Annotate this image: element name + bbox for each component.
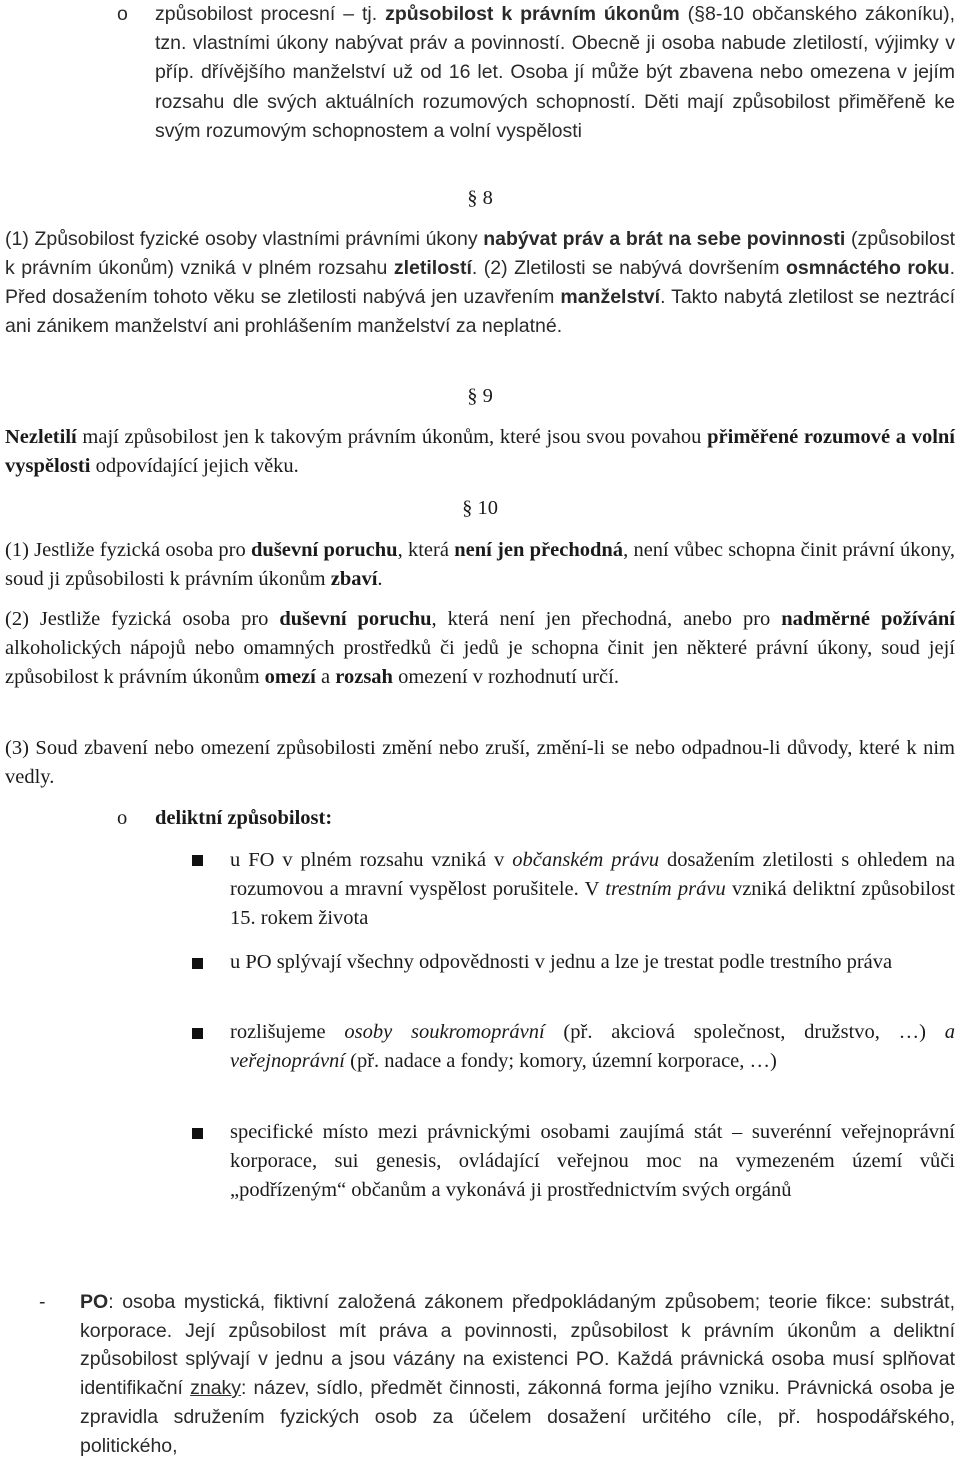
po-underlined-term: znaky	[190, 1377, 242, 1400]
item1-italic-d: trestním právu	[605, 878, 726, 900]
s8-bold-f: osmnáctého roku	[786, 257, 950, 279]
item3-italic-b: osoby soukromoprávní	[344, 1021, 545, 1043]
s10p2-bold-d: nadměrné požívání	[781, 608, 955, 630]
s10p1-text-a: (1) Jestliže fyzická osoba pro	[5, 539, 246, 561]
s9-bold-c: přiměřené rozumové a volní vyspělosti	[5, 426, 955, 477]
bullet-marker-procesni: o	[117, 3, 128, 25]
s10p2-text-i: omezení v rozhodnutí určí.	[398, 666, 619, 688]
s10p1-bold-f: zbaví	[330, 568, 378, 590]
paragraph-s9	[5, 423, 955, 481]
po-text-a: : osoba mystická, fiktivní založená zákonem předpokládaným způsobem; teorie fikce: substrát, korporace. Její způsobilost mít práva a povinnosti, způsobilost k právním úkonům a deliktní způsobilost splývají v jednu a jsou vázány na existenci PO. Každá právnická osoba musí splňovat identifikační	[80, 1291, 955, 1400]
paragraph-s8	[5, 225, 955, 341]
section-heading-10: § 10	[462, 497, 498, 519]
procesni-intro: způsobilost procesní – tj.	[155, 3, 378, 25]
paragraph-procesni	[155, 0, 955, 146]
square-bullet-icon	[192, 1028, 203, 1039]
s10p2-text-e: alkoholických nápojů nebo omamných prostředků či jedů je schopna činit jen některé právní úkony, soud její způsobilost k právním úkonům	[5, 637, 955, 688]
dash-marker-po: -	[39, 1291, 46, 1313]
deliktni-item-1	[230, 846, 955, 933]
paragraph-s10-1	[5, 536, 955, 594]
s8-text-g: . Před dosažením tohoto věku se zletilosti nabývá jen uzavřením	[5, 257, 956, 308]
s8-bold-d: zletilostí	[393, 257, 472, 279]
s10p1-text-c: , která	[397, 539, 449, 561]
item3-italic-d: a veřejnoprávní	[230, 1021, 956, 1072]
paragraph-s10-2	[5, 605, 955, 692]
deliktni-label: deliktní způsobilost:	[155, 807, 333, 829]
procesni-body: (§8-10 občanského zákoníku), tzn. vlastními úkony nabývat práv a povinností. Obecně ji osoba nabude zletilostí, výjimky v příp. dřívějšího manželství už od 16 let. Osoba jí může být zbavena nebo omezena v jejím rozsahu dle svých aktuálních rozumových schopností.	[155, 3, 955, 113]
s10p2-text-c: , která není jen přechodná, anebo pro	[431, 608, 771, 630]
s10p1-text-e: , není vůbec schopna činit právní úkony, soud ji způsobilosti k právním úkonům	[5, 539, 956, 590]
item1-text-c: dosažením zletilosti s ohledem na rozumovou a mravní vyspělost porušitele. V	[230, 849, 956, 900]
s8-text-c: (způsobilost k právním úkonům) vzniká v plném rozsahu	[5, 228, 956, 279]
po-label: PO	[80, 1291, 109, 1313]
s8-text-a: (1) Způsobilost fyzické osoby vlastními právními úkony	[5, 228, 478, 250]
item3-text-c: (př. akciová společnost, družstvo, …)	[563, 1021, 926, 1043]
s10p2-text-a: (2) Jestliže fyzická osoba pro	[5, 608, 269, 630]
item2-text-a: u PO splývají všechny odpovědnosti v jednu a lze je trestat podle trestního práva	[230, 951, 893, 973]
s10p2-bold-f: omezí	[264, 666, 316, 688]
square-bullet-icon	[192, 855, 203, 866]
paragraph-s10-3: (3) Soud zbavení nebo omezení způsobilosti změní nebo zruší, změní-li se nebo odpadnou-li důvody, které k nim vedly.	[5, 737, 955, 788]
s10p2-bold-h: rozsah	[335, 666, 393, 688]
section-heading-8: § 8	[467, 187, 493, 209]
s8-bold-b: nabývat práv a brát na sebe povinnosti	[483, 228, 846, 250]
item3-text-e: (př. nadace a fondy; komory, územní korporace, …)	[350, 1050, 777, 1072]
bullet-marker-deliktni: o	[117, 807, 128, 829]
item1-italic-b: občanském právu	[512, 849, 660, 871]
paragraph-po	[80, 1288, 955, 1460]
s10p1-text-g: .	[377, 568, 383, 590]
s8-text-e: . (2) Zletilosti se nabývá dovršením	[471, 257, 780, 279]
s10p2-bold-b: duševní poruchu	[279, 608, 432, 630]
s8-bold-h: manželství	[560, 286, 661, 308]
square-bullet-icon	[192, 1128, 203, 1139]
item1-text-e: vzniká deliktní způsobilost 15. rokem života	[230, 878, 956, 929]
s10p2-text-g: a	[321, 666, 331, 688]
s9-text-d: odpovídající jejich věku.	[95, 455, 299, 477]
deliktni-item-3	[230, 1018, 955, 1076]
deliktni-item-4	[230, 1118, 955, 1205]
square-bullet-icon	[192, 958, 203, 969]
s8-text-i: . Takto nabytá zletilost se neztrácí ani zánikem manželství ani prohlášením manželství za neplatné.	[5, 286, 955, 337]
item3-text-a: rozlišujeme	[230, 1021, 326, 1043]
item4-text-a: specifické místo mezi právnickými osobami zaujímá stát – suverénní veřejnoprávní korporace, sui genesis, ovládající veřejnou moc na vymezeném území vůči „podřízeným“ občanům a vykonává ji prostřednictvím svých orgánů	[230, 1121, 955, 1201]
s9-text-b: mají způsobilost jen k takovým právním úkonům, které jsou svou povahou	[82, 426, 702, 448]
s9-bold-a: Nezletilí	[5, 426, 77, 448]
procesni-bold-term: způsobilost k právním úkonům	[385, 3, 680, 25]
deliktni-heading	[155, 804, 332, 833]
s10p1-bold-d: není jen přechodná	[454, 539, 624, 561]
procesni-children: Děti mají způsobilost přiměřeně ke svým rozumovým schopnostem a volní vyspělosti	[155, 90, 955, 142]
po-text-b: : název, sídlo, předmět činnosti, zákonná forma jejího vzniku. Právnická osoba je zpravidla sdružením fyzických osob za účelem dosažení určitého cíle, př. hospodářského, politického,	[80, 1377, 956, 1457]
deliktni-item-2	[230, 948, 955, 977]
s10p1-bold-b: duševní poruchu	[251, 539, 398, 561]
section-heading-9: § 9	[467, 385, 493, 407]
item1-text-a: u FO v plném rozsahu vzniká v	[230, 849, 505, 871]
